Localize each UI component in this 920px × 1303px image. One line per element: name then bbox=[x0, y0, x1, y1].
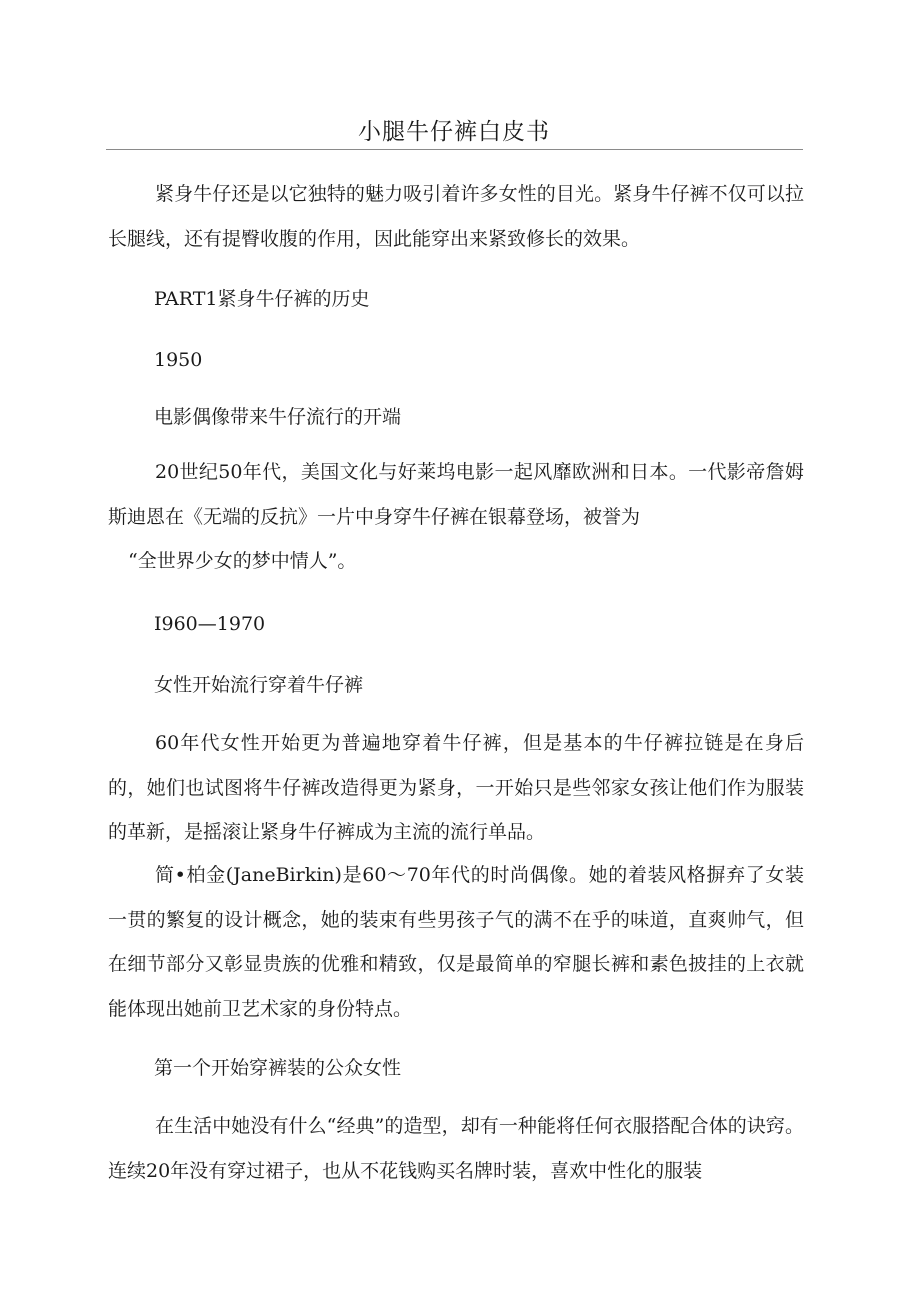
paragraph-jane-birkin: 简•柏金(JaneBirkin)是60〜70年代的时尚偶像。她的着装风格摒弃了女装一贯的繁复的设计概念，她的装束有些男孩子气的满不在乎的味道，直爽帅气，但在细节部分又彰显贵族的优雅和精致，仅是最简单的窄腿长裤和素色披挂的上衣就能体现出她前卫艺术家的身份特点。 bbox=[108, 864, 804, 1020]
paragraph-first-public-woman: 在生活中她没有什么“经典”的造型，却有一种能将任何衣服搭配合体的诀窍。连续20年没有穿过裙子，也从不花钱购买名牌时装，喜欢中性化的服装 bbox=[108, 1115, 804, 1182]
section-heading-part1: PART1紧身牛仔裤的历史 bbox=[154, 288, 370, 310]
title-divider bbox=[106, 149, 803, 150]
paragraph-1950-quote-line: “全世界少女的梦中情人”。 bbox=[128, 550, 357, 572]
page-title: 小腿牛仔裤白皮书 bbox=[358, 119, 550, 145]
year-heading-1960-1970: I960—1970 bbox=[154, 613, 266, 635]
intro-paragraph: 紧身牛仔还是以它独特的魅力吸引着许多女性的目光。紧身牛仔裤不仅可以拉长腿线，还有提臀收腹的作用，因此能穿出来紧致修长的效果。 bbox=[108, 183, 804, 250]
year-heading-1950: 1950 bbox=[154, 349, 203, 371]
paragraph-1960: 60年代女性开始更为普遍地穿着牛仔裤，但是基本的牛仔裤拉链是在身后的，她们也试图将牛仔裤改造得更为紧身，一开始只是些邻家女孩让他们作为服装的革新，是摇滚让紧身牛仔裤成为主流的流行单品。 bbox=[108, 732, 804, 843]
subheading-first-public-woman: 第一个开始穿裤装的公众女性 bbox=[154, 1057, 402, 1079]
subheading-1960: 女性开始流行穿着牛仔裤 bbox=[154, 674, 364, 696]
subheading-1950: 电影偶像带来牛仔流行的开端 bbox=[154, 406, 402, 428]
paragraph-1950: 20世纪50年代，美国文化与好莱坞电影一起风靡欧洲和日本。一代影帝詹姆斯迪恩在《无端的反抗》一片中身穿牛仔裤在银幕登场，被誉为 bbox=[108, 461, 804, 528]
